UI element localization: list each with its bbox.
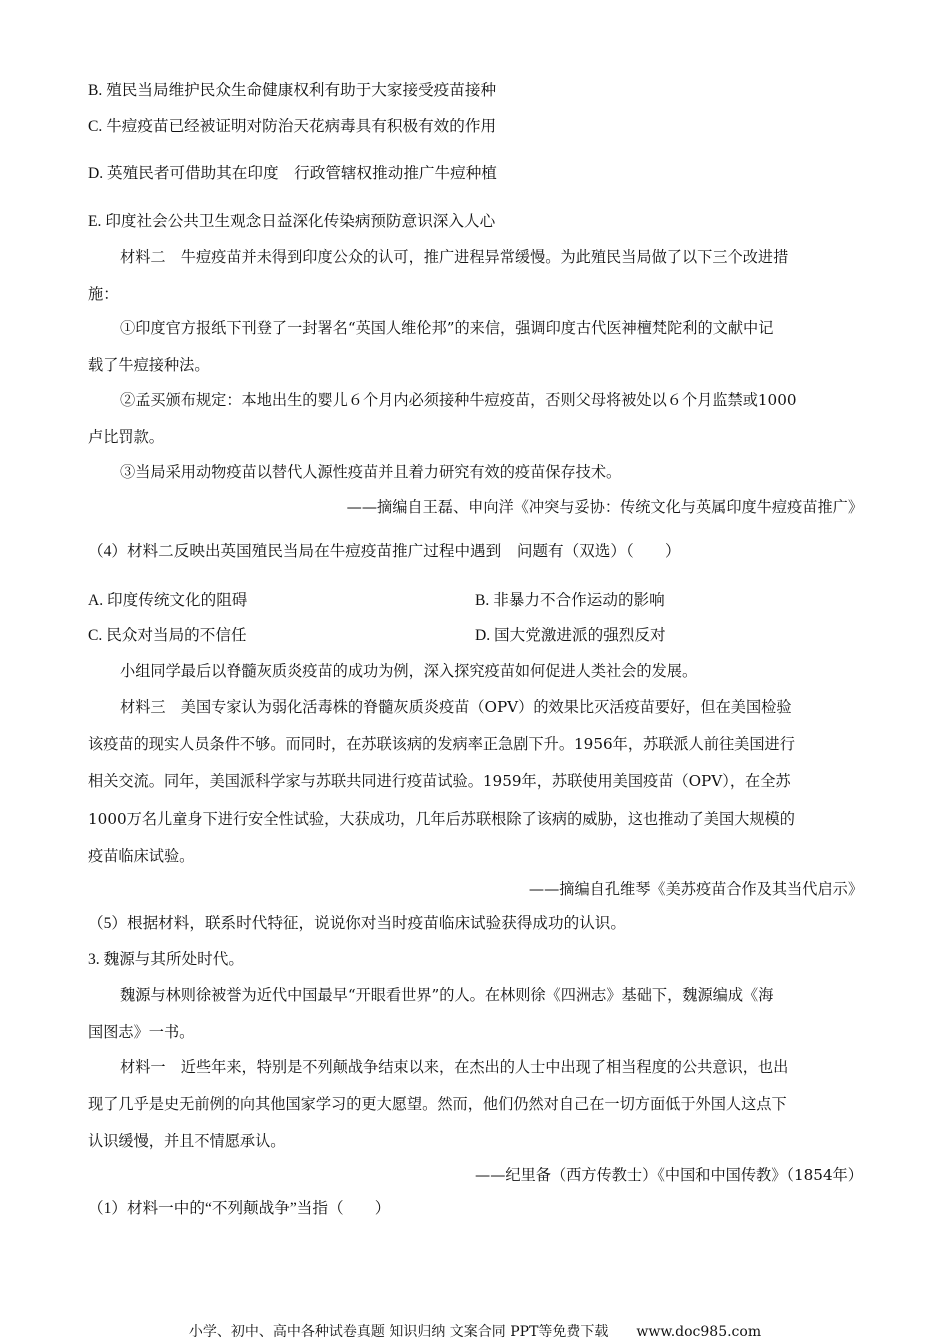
- q4-stem: （4）材料二反映出英国殖民当局在牛痘疫苗推广过程中遇到 问题有（双选）（ ）: [88, 543, 681, 560]
- material3-line4: 1000万名儿童身下进行安全性试验，大获成功，几年后苏联根除了该病的威胁，这也推动了美国大规模的: [88, 810, 795, 828]
- q3-material1-line2: 现了几乎是史无前例的向其他国家学习的更大愿望。然而，他们仍然对自己在一切方面低于外国人这点下: [88, 1095, 787, 1113]
- material3-line2: 该疫苗的现实人员条件不够。而同时，在苏联该病的发病率正急剧下升。1956年，苏联派人前往美国进行: [88, 735, 795, 753]
- option-e: E. 印度社会公共卫生观念日益深化传染病预防意识深入人心: [88, 213, 496, 230]
- material2-intro-cont: 施：: [88, 285, 119, 303]
- q5-stem: （5）根据材料，联系时代特征，说说你对当时疫苗临床试验获得成功的认识。: [88, 915, 626, 932]
- q4-option-d: D. 国大党激进派的强烈反对: [475, 627, 666, 644]
- material2-item2-cont: 卢比罚款。: [88, 428, 164, 446]
- material2-item1-cont: 载了牛痘接种法。: [88, 356, 210, 374]
- material3-line5: 疫苗临床试验。: [88, 847, 195, 865]
- option-c: C. 牛痘疫苗已经被证明对防治天花病毒具有积极有效的作用: [88, 118, 497, 135]
- material2-item3: ③当局采用动物疫苗以替代人源性疫苗并且着力研究有效的疫苗保存技术。: [120, 463, 622, 481]
- material2-item1: ①印度官方报纸下刊登了一封署名“英国人维伦邦”的来信，强调印度古代医神檀梵陀利的文献中记: [120, 319, 774, 337]
- option-d: D. 英殖民者可借助其在印度 行政管辖权推动推广牛痘种植: [88, 165, 497, 182]
- transition-text: 小组同学最后以脊髓灰质炎疫苗的成功为例，深入探究疫苗如何促进人类社会的发展。: [120, 662, 698, 680]
- material3-source: ——摘编自孔维琴《美苏疫苗合作及其当代启示》: [528, 880, 863, 898]
- q3-intro: 魏源与林则徐被誉为近代中国最早“开眼看世界”的人。在林则徐《四洲志》基础下，魏源编成《海: [120, 986, 774, 1004]
- q4-option-a: A. 印度传统文化的阻碍: [88, 592, 248, 609]
- q3-material1-line3: 认识缓慢，并且不情愿承认。: [88, 1132, 286, 1150]
- q3-heading: 3. 魏源与其所处时代。: [88, 951, 244, 968]
- q4-option-b: B. 非暴力不合作运动的影响: [475, 592, 665, 609]
- q3-material1-line1: 材料一 近些年来，特别是不列颠战争结束以来，在杰出的人士中出现了相当程度的公共意识，也出: [120, 1058, 789, 1076]
- material3-line3: 相关交流。同年，美国派科学家与苏联共同进行疫苗试验。1959年，苏联使用美国疫苗（OPV），在全苏: [88, 772, 791, 790]
- material3-line1: 材料三 美国专家认为弱化活毒株的脊髓灰质炎疫苗（OPV）的效果比灭活疫苗要好，但在美国检验: [120, 698, 792, 716]
- material2-source: ——摘编自王磊、申向洋《冲突与妥协：传统文化与英属印度牛痘疫苗推广》: [346, 498, 863, 516]
- q3-material1-source: ——纪里备（西方传教士）《中国和中国传教》（1854年）: [475, 1166, 863, 1184]
- material2-intro: 材料二 牛痘疫苗并未得到印度公众的认可，推广进程异常缓慢。为此殖民当局做了以下三个改进措: [120, 248, 789, 266]
- q3-question1: （1）材料一中的“不列颠战争”当指（ ）: [88, 1200, 391, 1217]
- option-b: B. 殖民当局维护民众生命健康权利有助于大家接受疫苗接种: [88, 82, 497, 99]
- q4-option-c: C. 民众对当局的不信任: [88, 627, 247, 644]
- material2-item2: ②孟买颁布规定：本地出生的婴儿６个月内必须接种牛痘疫苗，否则父母将被处以６个月监禁或1000: [120, 391, 797, 409]
- page-footer: 小学、初中、高中各种试卷真题 知识归纳 文案合同 PPT等免费下载 www.doc985.com: [188, 1324, 762, 1340]
- q3-intro-cont: 国图志》一书。: [88, 1023, 195, 1041]
